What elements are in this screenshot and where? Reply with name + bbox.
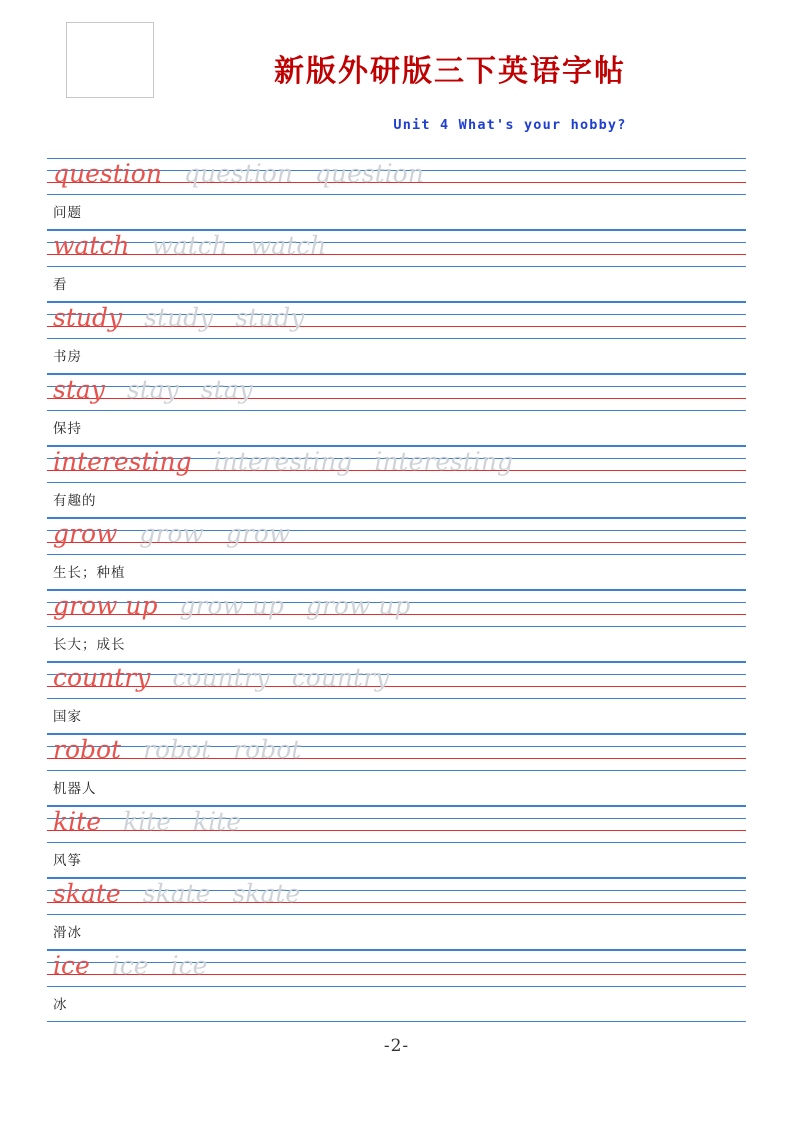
word-trace: country — [291, 663, 390, 692]
word-model: grow — [53, 519, 118, 548]
word-trace: grow — [139, 519, 204, 548]
meaning-text: 生长；种植 — [53, 565, 126, 581]
word-row — [53, 228, 348, 265]
word-trace: skate — [232, 879, 301, 908]
meaning-row — [47, 339, 746, 374]
word-trace: grow up — [179, 591, 284, 620]
four-line-staff — [47, 950, 746, 987]
unit-subtitle: Unit 4 What's your hobby? — [393, 117, 627, 133]
page-number: -2- — [383, 1036, 410, 1056]
word-model: stay — [53, 375, 105, 404]
four-line-staff — [47, 518, 746, 555]
meaning-row — [47, 627, 746, 662]
word-row — [53, 156, 446, 193]
four-line-staff — [47, 302, 746, 339]
meaning-text: 保持 — [53, 421, 82, 437]
word-model: watch — [53, 231, 130, 260]
meaning-text: 机器人 — [53, 781, 97, 797]
word-row — [53, 876, 322, 913]
four-line-staff — [47, 806, 746, 843]
word-trace: grow — [225, 519, 291, 548]
practice-entry — [47, 302, 746, 374]
four-line-staff — [47, 446, 746, 483]
handwriting-sheet — [47, 158, 746, 1022]
practice-entry — [47, 806, 746, 878]
meaning-row — [47, 771, 746, 806]
word-row — [53, 804, 263, 841]
word-trace: question — [314, 159, 424, 188]
meaning-text: 长大；成长 — [53, 637, 126, 653]
word-trace: ice — [170, 951, 208, 980]
word-row — [53, 444, 535, 481]
word-trace: kite — [193, 807, 241, 836]
word-row — [53, 372, 275, 409]
page-header — [0, 0, 793, 150]
meaning-text: 冰 — [53, 997, 68, 1013]
meaning-row — [47, 555, 746, 590]
meaning-text: 国家 — [53, 709, 82, 725]
word-model: robot — [53, 735, 122, 764]
word-row — [53, 516, 312, 553]
four-line-staff — [47, 590, 746, 627]
practice-entry — [47, 518, 746, 590]
word-model: country — [53, 663, 151, 692]
word-model: question — [53, 159, 162, 188]
logo-placeholder — [66, 22, 154, 98]
word-row — [53, 588, 432, 625]
word-model: interesting — [53, 447, 192, 476]
meaning-row — [47, 699, 746, 734]
practice-entry — [47, 734, 746, 806]
word-row — [53, 660, 411, 697]
word-trace: skate — [142, 879, 211, 908]
word-model: ice — [53, 951, 90, 980]
meaning-row — [47, 411, 746, 446]
meaning-text: 滑冰 — [53, 925, 82, 941]
meaning-row — [47, 267, 746, 302]
word-trace: country — [172, 663, 270, 692]
word-model: study — [53, 303, 123, 332]
meaning-row — [47, 915, 746, 950]
page-title: 新版外研版三下英语字帖 — [274, 54, 626, 89]
meaning-text: 书房 — [53, 349, 82, 365]
practice-entry — [47, 230, 746, 302]
meaning-row — [47, 843, 746, 878]
word-trace: stay — [126, 375, 179, 404]
word-trace: study — [144, 303, 214, 332]
four-line-staff — [47, 878, 746, 915]
meaning-text: 问题 — [53, 205, 82, 221]
word-trace: robot — [233, 735, 302, 764]
word-trace: stay — [200, 375, 253, 404]
four-line-staff — [47, 734, 746, 771]
four-line-staff — [47, 230, 746, 267]
page-footer — [0, 1036, 793, 1056]
four-line-staff — [47, 374, 746, 411]
word-trace: robot — [143, 735, 212, 764]
word-trace: watch — [249, 231, 327, 260]
word-trace: watch — [151, 231, 228, 260]
meaning-row — [47, 195, 746, 230]
meaning-row — [47, 987, 746, 1022]
word-row — [53, 948, 229, 985]
practice-entry — [47, 158, 746, 230]
meaning-text: 风筝 — [53, 853, 82, 869]
practice-entry — [47, 950, 746, 1022]
word-model: kite — [53, 807, 101, 836]
meaning-text: 看 — [53, 277, 68, 293]
practice-entry — [47, 590, 746, 662]
word-trace: interesting — [374, 447, 514, 476]
word-trace: grow up — [305, 591, 411, 620]
word-row — [53, 732, 323, 769]
practice-entry — [47, 446, 746, 518]
practice-entry — [47, 878, 746, 950]
word-model: skate — [53, 879, 121, 908]
word-model: grow up — [53, 591, 158, 620]
word-row — [53, 300, 326, 337]
meaning-row — [47, 483, 746, 518]
word-trace: study — [235, 303, 305, 332]
four-line-staff — [47, 662, 746, 699]
meaning-text: 有趣的 — [53, 493, 97, 509]
word-trace: interesting — [213, 447, 353, 476]
four-line-staff — [47, 158, 746, 195]
word-trace: ice — [111, 951, 149, 980]
word-trace: kite — [123, 807, 171, 836]
word-trace: question — [183, 159, 293, 188]
practice-entry — [47, 662, 746, 734]
practice-entry — [47, 374, 746, 446]
